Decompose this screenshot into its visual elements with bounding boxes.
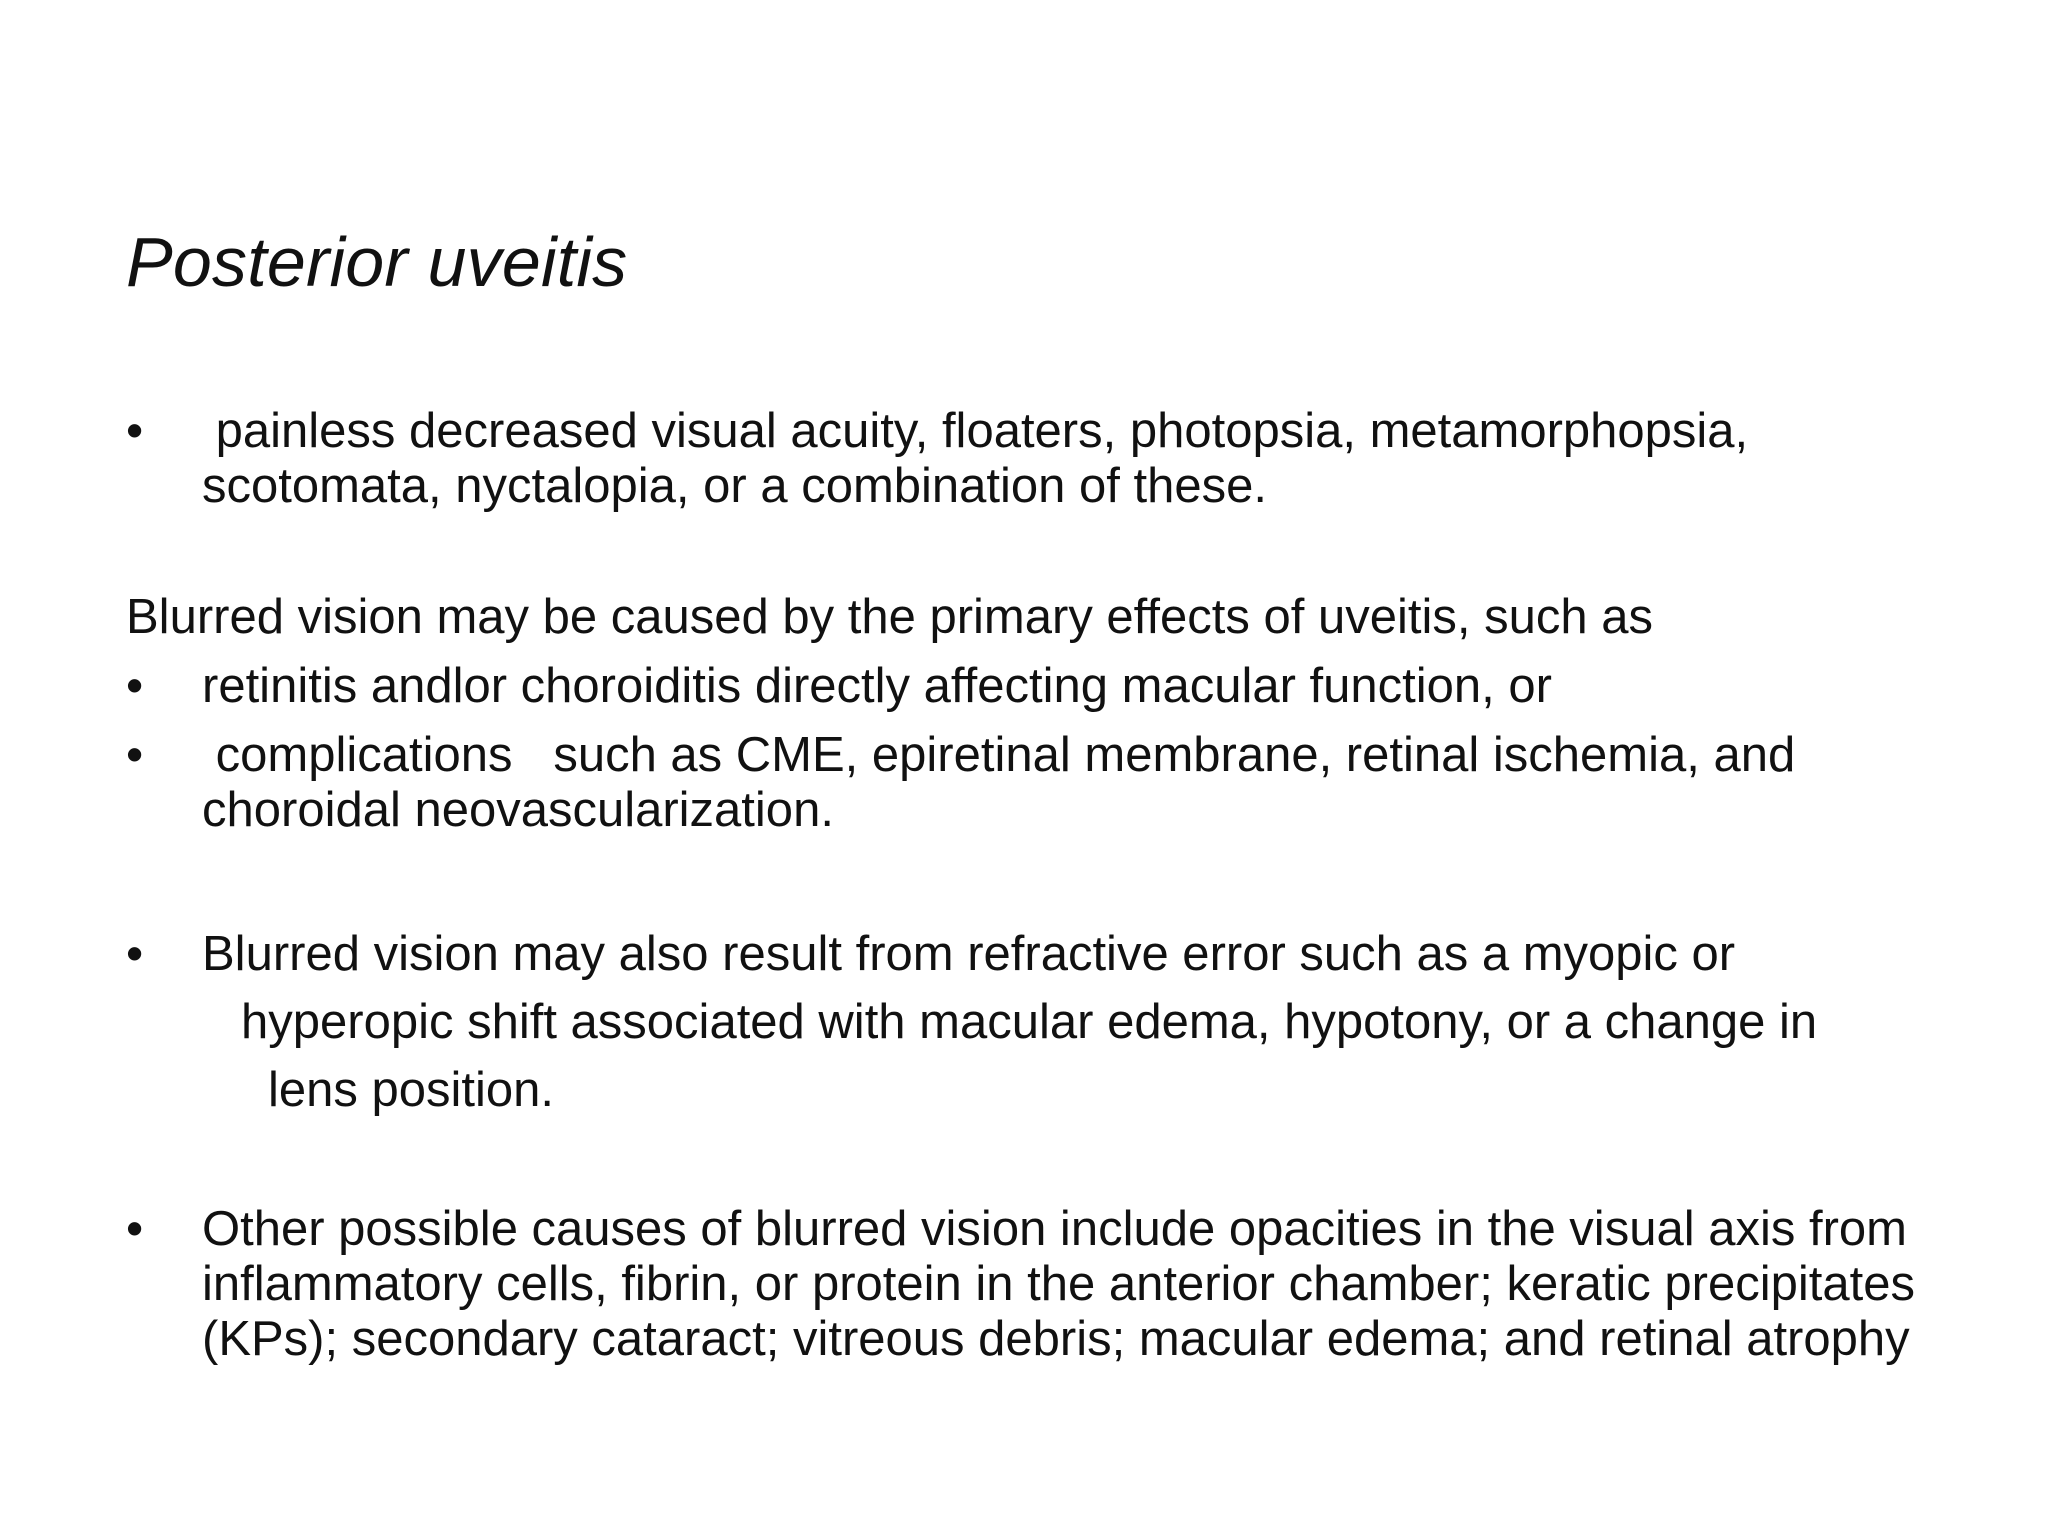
bullet-glyph: •	[126, 927, 144, 981]
primary-effects-section	[126, 590, 1986, 838]
bullet-glyph: •	[126, 659, 144, 713]
refractive-error-section	[126, 920, 1986, 1124]
refractive-error-line-3: lens position.	[268, 1063, 555, 1117]
other-causes-section	[126, 1202, 1966, 1367]
other-causes-bullet	[126, 1202, 1966, 1367]
refractive-error-line-2: hyperopic shift associated with macular edema, hypotony, or a change in	[241, 995, 1818, 1049]
refractive-error-line-1: Blurred vision may also result from refractive error such as a myopic or	[202, 927, 1736, 981]
primary-effects-bullet-2	[126, 728, 1986, 838]
primary-effects-intro: Blurred vision may be caused by the primary effects of uveitis, such as	[126, 590, 1653, 644]
other-causes-text: Other possible causes of blurred vision include opacities in the visual axis from inflammatory cells, fibrin, or protein in the anterior chamber; keratic precipitates (KPs); secondary cataract; vitreous debris; macular edema; and retinal atrophy	[202, 1202, 1929, 1366]
symptoms-text: painless decreased visual acuity, floaters, photopsia, metamorphopsia, scotomata, nyctalopia, or a combination of these.	[202, 404, 1762, 513]
primary-effects-bullet-2-text: complications such as CME, epiretinal membrane, retinal ischemia, and choroidal neovascularization.	[202, 728, 1809, 837]
slide-title: Posterior uveitis	[126, 223, 628, 301]
bullet-glyph: •	[126, 404, 144, 458]
bullet-glyph: •	[126, 728, 144, 782]
primary-effects-bullet-1	[126, 659, 1986, 714]
symptoms-bullet	[126, 404, 1986, 514]
bullet-glyph: •	[126, 1202, 144, 1256]
symptoms-section	[126, 404, 1986, 514]
primary-effects-bullet-1-text: retinitis andlor choroiditis directly affecting macular function, or	[202, 659, 1552, 713]
refractive-error-bullet	[126, 920, 1986, 1124]
